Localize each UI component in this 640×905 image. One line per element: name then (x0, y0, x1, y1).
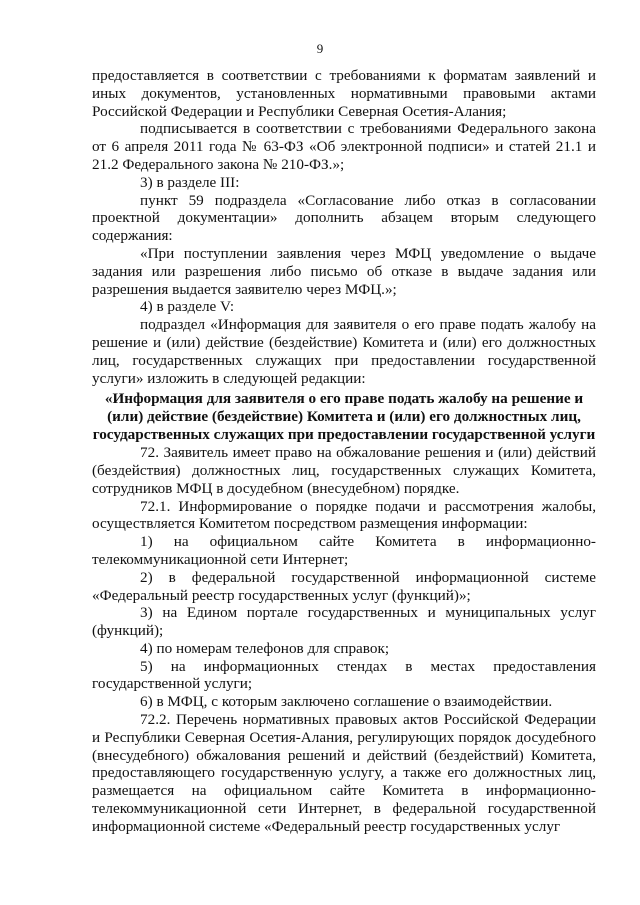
paragraph-72-1: 72.1. Информирование о порядке подачи и рассмотрения жалобы, осуществляется Комитетом посредством размещения информации: (92, 497, 596, 533)
paragraph-item-59: пункт 59 подраздела «Согласование либо отказ в согласовании проектной документации» дополнить абзацем вторым следующего содержания: (92, 191, 596, 245)
paragraph-continuation: предоставляется в соответствии с требованиями к форматам заявлений и иных документов, установленных нормативными правовыми актами Российской Федерации и Республики Северная Осетия-Алания; (92, 67, 596, 120)
list-item-2: 2) в федеральной государственной информационной системе «Федеральный реестр государственных услуг (функций)»; (92, 568, 596, 604)
list-item-3: 3) на Едином портале государственных и муниципальных услуг (функций); (92, 604, 596, 640)
paragraph-mfc-notice: «При поступлении заявления через МФЦ уведомление о выдаче задания или разрешения либо письмо об отказе в выдаче задания или разрешения выдается заявителю через МФЦ.»; (92, 244, 596, 298)
paragraph-subsection: подраздел «Информация для заявителя о его праве подать жалобу на решение и (или) действие (бездействие) Комитета и (или) его должностных лиц, государственных служащих при предоставлении государственной услуги» изложить в следующей редакции: (92, 316, 596, 387)
paragraph-section-v: 4) в разделе V: (140, 298, 235, 316)
page-number: 9 (316, 41, 324, 56)
list-item-4: 4) по номерам телефонов для справок; (140, 639, 390, 657)
list-item-6: 6) в МФЦ, с которым заключено соглашение о взаимодействии. (140, 693, 553, 711)
list-item-5: 5) на информационных стендах в местах предоставления государственной услуги; (92, 657, 596, 693)
paragraph-72-2: 72.2. Перечень нормативных правовых актов Российской Федерации и Республики Северная Осетия-Алания, регулирующих порядок досудебного (внесудебного) обжалования решений и действий (бездействий) Комитета, предоставляющего государственную услугу, а также его должностных лиц, размещается на официальном сайте Комитета в информационно-телекоммуникационной сети Интернет, в федеральной государственной информационной системе «Федеральный реестр государственных услуг (92, 711, 596, 835)
paragraph-section-iii: 3) в разделе III: (140, 173, 240, 191)
paragraph-72: 72. Заявитель имеет право на обжалование решения и (или) действий (бездействия) должностных лиц, государственных служащих Комитета, сотрудников МФЦ в досудебном (внесудебном) порядке. (92, 444, 596, 497)
list-item-1: 1) на официальном сайте Комитета в информационно-телекоммуникационной сети Интернет; (92, 533, 596, 568)
section-heading: «Информация для заявителя о его праве подать жалобу на решение и (или) действие (бездействие) Комитета и (или) его должностных лиц, государственных служащих при предоставлении государственной услуги (92, 390, 596, 443)
paragraph-signature: подписывается в соответствии с требованиями Федерального закона от 6 апреля 2011 года № 63-ФЗ «Об электронной подписи» и статей 21.1 и 21.2 Федерального закона № 210-ФЗ.»; (92, 120, 596, 173)
document-body (92, 67, 596, 836)
